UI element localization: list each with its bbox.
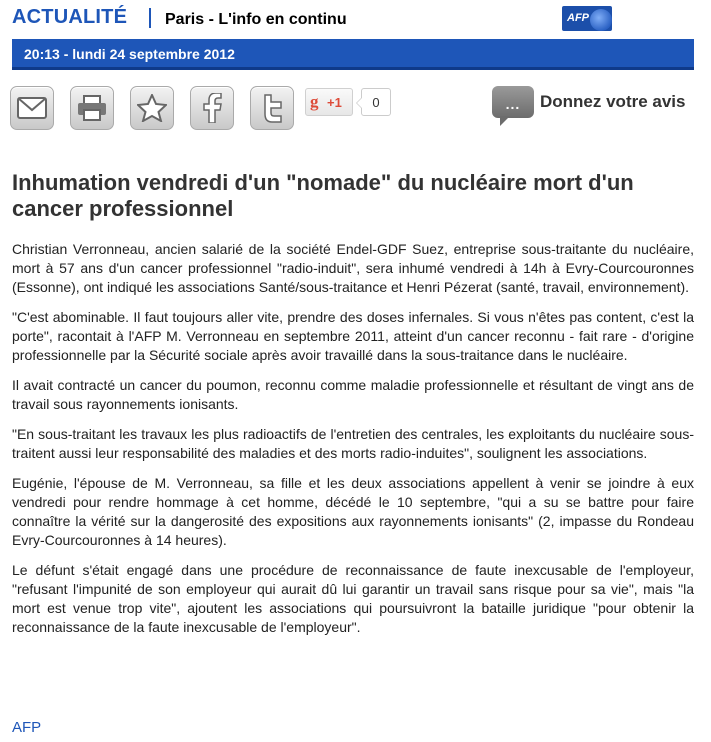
page-header: [12, 6, 702, 34]
page-subtitle: Paris - L'info en continu: [165, 11, 347, 28]
google-plus-icon: g: [310, 92, 319, 111]
email-button[interactable]: [10, 86, 54, 130]
comment-dots: ...: [505, 96, 521, 112]
google-plus-count-value: 0: [372, 95, 380, 110]
favorite-button[interactable]: [130, 86, 174, 130]
give-opinion-label: Donnez votre avis: [540, 92, 686, 111]
give-opinion-link[interactable]: [492, 84, 702, 132]
section-title[interactable]: ACTUALITÉ: [12, 6, 128, 28]
google-plus-count: [361, 88, 391, 116]
date-bar: [12, 39, 694, 70]
globe-icon: [590, 9, 612, 31]
share-toolbar: [10, 84, 700, 132]
article-paragraph: Eugénie, l'épouse de M. Verronneau, sa fille et les deux associations appellent à venir se joindre à eux vendredi pour rendre hommage à cet homme, décédé le 10 septembre, "qui a su se battre pour faire connaître la vérité sur la dangerosité des expositions aux rayonnements ionisants" (2, impasse du Rondeau Evry-Courcouronnes à 14 heures).: [12, 475, 694, 548]
facebook-button[interactable]: [190, 86, 234, 130]
header-divider: [149, 8, 151, 28]
article-paragraph: Il avait contracté un cancer du poumon, reconnu comme maladie professionnelle et résultant de vingt ans de travail sous rayonnements ionisants.: [12, 377, 694, 412]
article-headline: Inhumation vendredi d'un "nomade" du nucléaire mort d'un cancer professionnel: [12, 170, 634, 221]
afp-logo[interactable]: [562, 6, 612, 31]
twitter-button[interactable]: [250, 86, 294, 130]
article-paragraph: "C'est abominable. Il faut toujours aller vite, prendre des doses infernales. Si vous n'êtes pas content, c'est la porte", racontait à l'AFP M. Verronneau en septembre 2011, atteint d'un cancer reconnu - fait rare - d'origine professionnelle par la Sécurité sociale après avoir travaillé dans la sous-traitance dans le nucléaire.: [12, 309, 694, 363]
article-paragraph: "En sous-traitant les travaux les plus radioactifs de l'entretien des centrales, les exploitants du nucléaire sous-traitent aussi leur responsabilité des maladies et des morts radio-induites", soulignent les associations.: [12, 426, 694, 461]
article-paragraph: Christian Verronneau, ancien salarié de la société Endel-GDF Suez, entreprise sous-traitante du nucléaire, mort à 57 ans d'un cancer professionnel "radio-induit", sera inhumé vendredi à 14h à Evry-Courcouronnes (Essonne), ont indiqué les associations Santé/sous-traitance et Henri Pézerat (santé, travail, environnement).: [12, 241, 694, 295]
comment-bubble-icon: [492, 86, 534, 118]
date-time: 20:13 - lundi 24 septembre 2012: [24, 46, 235, 62]
facebook-icon: [198, 93, 226, 123]
twitter-icon: [258, 93, 286, 123]
google-plus-button[interactable]: [305, 88, 353, 116]
envelope-icon: [17, 97, 47, 119]
article-paragraph: Le défunt s'était engagé dans une procédure de reconnaissance de faute inexcusable de l'employeur, "refusant l'impunité de son employeur qui aurait dû lui garantir un travail sans risque pour sa vie", mais "la mort est venue trop vite", ajoutent les associations qui poursuivront la bataille juridique "pour obtenir la reconnaissance de la faute inexcusable de l'employeur".: [12, 562, 694, 635]
article-source[interactable]: AFP: [12, 719, 42, 736]
afp-logo-text: AFP: [567, 12, 589, 24]
print-button[interactable]: [70, 86, 114, 130]
star-icon: [137, 94, 167, 122]
google-plus-label: +1: [327, 95, 342, 110]
printer-icon: [77, 95, 107, 121]
article-body: [12, 240, 694, 648]
